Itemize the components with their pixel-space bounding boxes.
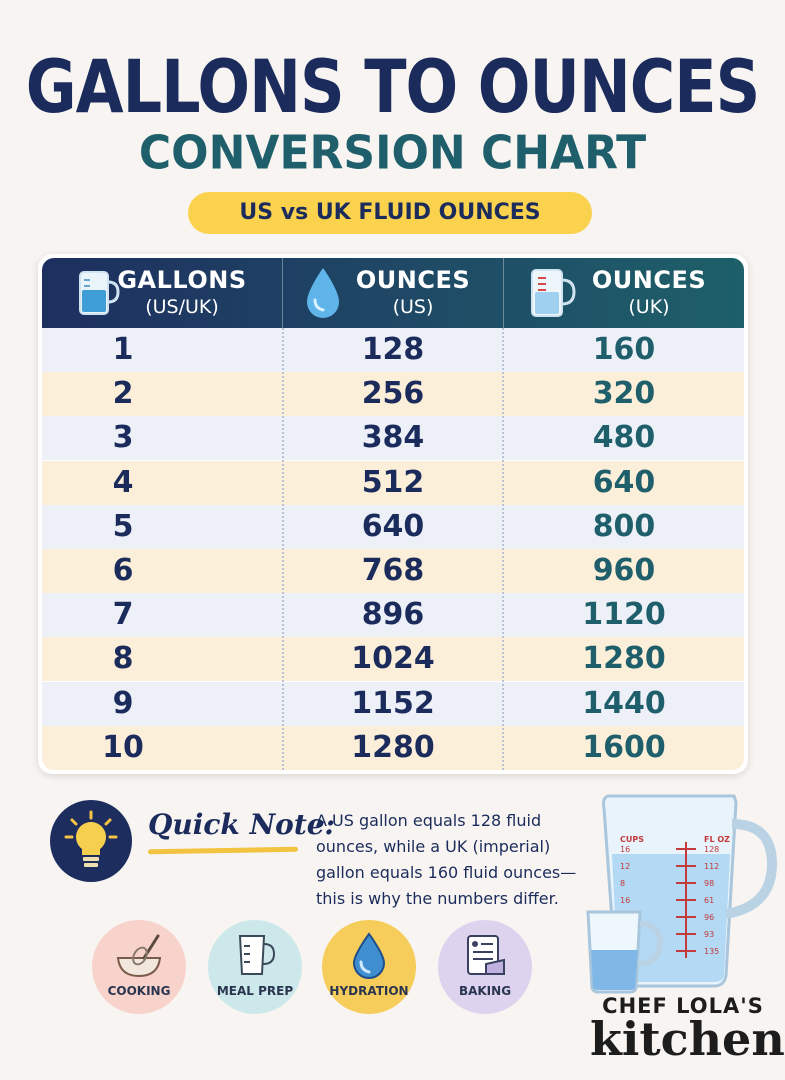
header-ounces-us-label: OUNCES bbox=[355, 266, 471, 294]
ounces-us-cell: 384 bbox=[361, 420, 425, 456]
table-header bbox=[42, 258, 744, 328]
header-ounces-uk-sub: (UK) bbox=[628, 296, 670, 318]
gallons-cell: 9 bbox=[112, 685, 134, 721]
jug-tick-label-right: 98 bbox=[704, 879, 715, 888]
ounces-uk-cell: 320 bbox=[592, 376, 656, 412]
ounces-us-cell: 512 bbox=[361, 464, 425, 500]
conversion-table bbox=[42, 258, 744, 770]
jug-tick-label-right: 93 bbox=[704, 930, 715, 939]
category-cooking-label: COOKING bbox=[107, 984, 171, 998]
small-measuring-cup bbox=[582, 908, 666, 994]
jug-tick-label-right: 96 bbox=[704, 913, 715, 922]
jug-tick-label-left: 12 bbox=[620, 862, 631, 871]
gallons-cell: 7 bbox=[112, 597, 134, 633]
note-underline bbox=[148, 847, 298, 855]
ounces-uk-cell: 1440 bbox=[582, 685, 666, 721]
table-row bbox=[42, 372, 744, 416]
header-gallons bbox=[42, 258, 282, 328]
category-meal-prep bbox=[208, 920, 302, 1014]
jug-right-unit: FL OZ bbox=[704, 835, 730, 844]
title-line-2: CONVERSION CHART bbox=[138, 126, 647, 181]
header-gallons-sub: (US/UK) bbox=[145, 296, 219, 318]
jug-left-unit: CUPS bbox=[620, 835, 644, 844]
jug-tick-label-right: 135 bbox=[704, 947, 720, 956]
subtitle-badge: US vs UK FLUID OUNCES bbox=[188, 192, 592, 234]
ounces-us-cell: 256 bbox=[361, 376, 425, 412]
ounces-uk-cell: 640 bbox=[592, 464, 656, 500]
table-row bbox=[42, 549, 744, 593]
jug-tick-label-right: 112 bbox=[704, 862, 720, 871]
ounces-us-cell: 128 bbox=[361, 332, 425, 367]
brand-name-line-1: CHEF LOLA'S bbox=[602, 994, 764, 1018]
lightbulb-badge bbox=[50, 800, 132, 882]
ounces-us-cell: 1280 bbox=[351, 729, 435, 765]
table-row bbox=[42, 726, 744, 770]
title-line-1: GALLONS TO OUNCES bbox=[25, 43, 760, 130]
whisk-bowl-icon bbox=[114, 930, 164, 980]
table-row bbox=[42, 637, 744, 681]
jug-tick-label-right: 61 bbox=[704, 896, 715, 905]
note-text: A US gallon equals 128 fluid ounces, while a UK (imperial) gallon equals 160 fluid ounces—this is why the numbers differ. bbox=[316, 811, 577, 908]
ounces-uk-cell: 1120 bbox=[582, 597, 666, 633]
brand-name-line-2: kitchen bbox=[590, 1012, 785, 1066]
header-ounces-uk bbox=[504, 258, 744, 328]
jug-tick-label-left: 8 bbox=[620, 879, 626, 888]
table-row bbox=[42, 682, 744, 726]
category-meal-prep-label: MEAL PREP bbox=[216, 984, 294, 998]
category-baking bbox=[438, 920, 532, 1014]
header-ounces-us-sub: (US) bbox=[392, 296, 434, 318]
header-ounces-uk-label: OUNCES bbox=[591, 266, 707, 294]
ounces-uk-cell: 480 bbox=[592, 420, 656, 456]
category-hydration-label: HYDRATION bbox=[329, 984, 409, 998]
header-gallons-label: GALLONS bbox=[117, 266, 247, 294]
ounces-us-cell: 1152 bbox=[351, 685, 435, 721]
ounces-uk-cell: 1600 bbox=[582, 729, 666, 765]
column-divider bbox=[282, 328, 284, 770]
water-drop-icon bbox=[344, 930, 394, 980]
table-row bbox=[42, 505, 744, 549]
column-divider bbox=[502, 328, 504, 770]
header-ounces-us bbox=[283, 258, 503, 328]
jug-tick-label-right: 128 bbox=[704, 845, 720, 854]
table-row bbox=[42, 328, 744, 372]
gallons-cell: 3 bbox=[112, 420, 134, 456]
lightbulb-icon bbox=[64, 810, 118, 872]
gallons-cell: 6 bbox=[112, 553, 134, 588]
category-hydration bbox=[322, 920, 416, 1014]
jug-tick-label-left: 16 bbox=[620, 845, 631, 854]
measuring-cup-icon bbox=[230, 930, 280, 980]
note-title: Quick Note: bbox=[148, 808, 335, 841]
ounces-us-cell: 640 bbox=[361, 508, 425, 544]
ounces-us-cell: 896 bbox=[361, 597, 425, 633]
gallons-cell: 1 bbox=[112, 332, 134, 367]
category-cooking bbox=[92, 920, 186, 1014]
table-row bbox=[42, 461, 744, 505]
gallons-cell: 10 bbox=[102, 729, 144, 765]
gallons-cell: 4 bbox=[112, 464, 134, 500]
category-baking-label: BAKING bbox=[458, 984, 512, 998]
table-row bbox=[42, 593, 744, 637]
ounces-uk-cell: 800 bbox=[592, 508, 656, 544]
ounces-uk-cell: 1280 bbox=[582, 641, 666, 677]
ounces-us-cell: 1024 bbox=[351, 641, 435, 677]
ounces-uk-cell: 160 bbox=[592, 332, 656, 367]
gallons-cell: 8 bbox=[112, 641, 134, 677]
gallons-cell: 2 bbox=[112, 376, 134, 412]
table-row bbox=[42, 416, 744, 460]
recipe-card-icon bbox=[460, 930, 510, 980]
ounces-uk-cell: 960 bbox=[592, 553, 656, 588]
jug-tick-label-left: 16 bbox=[620, 896, 631, 905]
gallons-cell: 5 bbox=[112, 508, 134, 544]
ounces-us-cell: 768 bbox=[361, 553, 425, 588]
